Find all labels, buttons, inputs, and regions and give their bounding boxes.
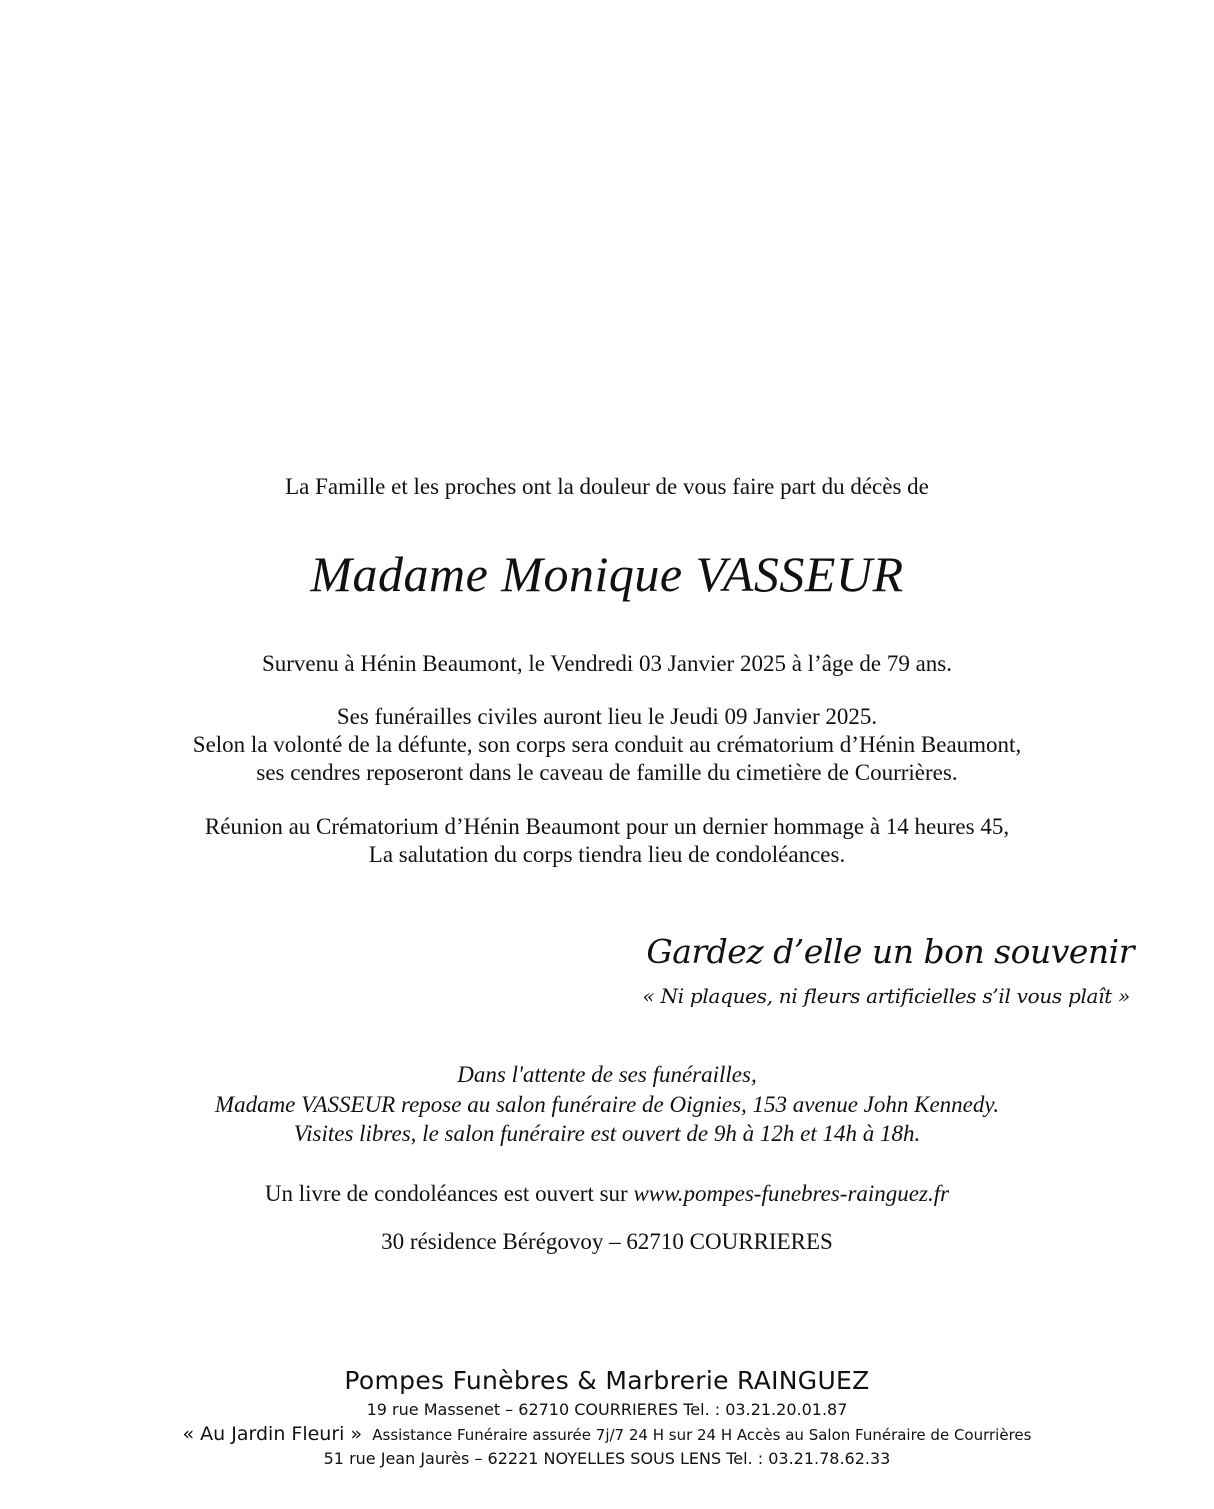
jardin-line [0, 1423, 1214, 1445]
reunion-line: Réunion au Crématorium d’Hénin Beaumont pour un dernier hommage à 14 heures 45, [204, 814, 1010, 839]
family-address: 30 résidence Bérégovoy – 62710 COURRIERES [381, 1229, 833, 1254]
jardin-address: 51 rue Jean Jaurès – 62221 NOYELLES SOUS LENS Tel. : 03.21.78.62.33 [323, 1449, 891, 1468]
funeral-line: Ses funérailles civiles auront lieu le Jeudi 09 Janvier 2025. [336, 704, 878, 729]
salon-line: Madame VASSEUR repose au salon funéraire de Oignies, 153 avenue John Kennedy. [214, 1092, 1000, 1117]
condolences-link[interactable]: www.pompes-funebres-rainguez.fr [633, 1181, 950, 1206]
company-name: Pompes Funèbres & Marbrerie RAINGUEZ [344, 1366, 870, 1395]
intro-text: La Famille et les proches ont la douleur de vous faire part du décès de [285, 474, 929, 499]
souvenir-heading: Gardez d’elle un bon souvenir [646, 932, 1134, 971]
salon-line: Dans l'attente de ses funérailles, [457, 1062, 757, 1087]
deceased-name: Madame Monique VASSEUR [310, 546, 904, 602]
jardin-services: Assistance Funéraire assurée 7j/7 24 H sur 24 H Accès au Salon Funéraire de Courrières [372, 1426, 1032, 1444]
company-address: 19 rue Massenet – 62710 COURRIERES Tel. : 03.21.20.01.87 [366, 1400, 848, 1419]
funeral-line: Selon la volonté de la défunte, son corps sera conduit au crématorium d’Hénin Beaumont, [192, 732, 1022, 757]
funeral-line: ses cendres reposeront dans le caveau de famille du cimetière de Courrières. [256, 760, 958, 785]
salon-line: Visites libres, le salon funéraire est ouvert de 9h à 12h et 14h à 18h. [293, 1121, 921, 1146]
condolences-line [0, 1181, 1214, 1207]
death-notice: Survenu à Hénin Beaumont, le Vendredi 03 Janvier 2025 à l’âge de 79 ans. [261, 651, 953, 676]
souvenir-note: « Ni plaques, ni fleurs artificielles s’il vous plaît » [642, 984, 1130, 1008]
condolences-text: Un livre de condoléances est ouvert sur [264, 1181, 634, 1206]
reunion-line: La salutation du corps tiendra lieu de condoléances. [368, 842, 846, 867]
jardin-label: « Au Jardin Fleuri » [182, 1423, 363, 1445]
